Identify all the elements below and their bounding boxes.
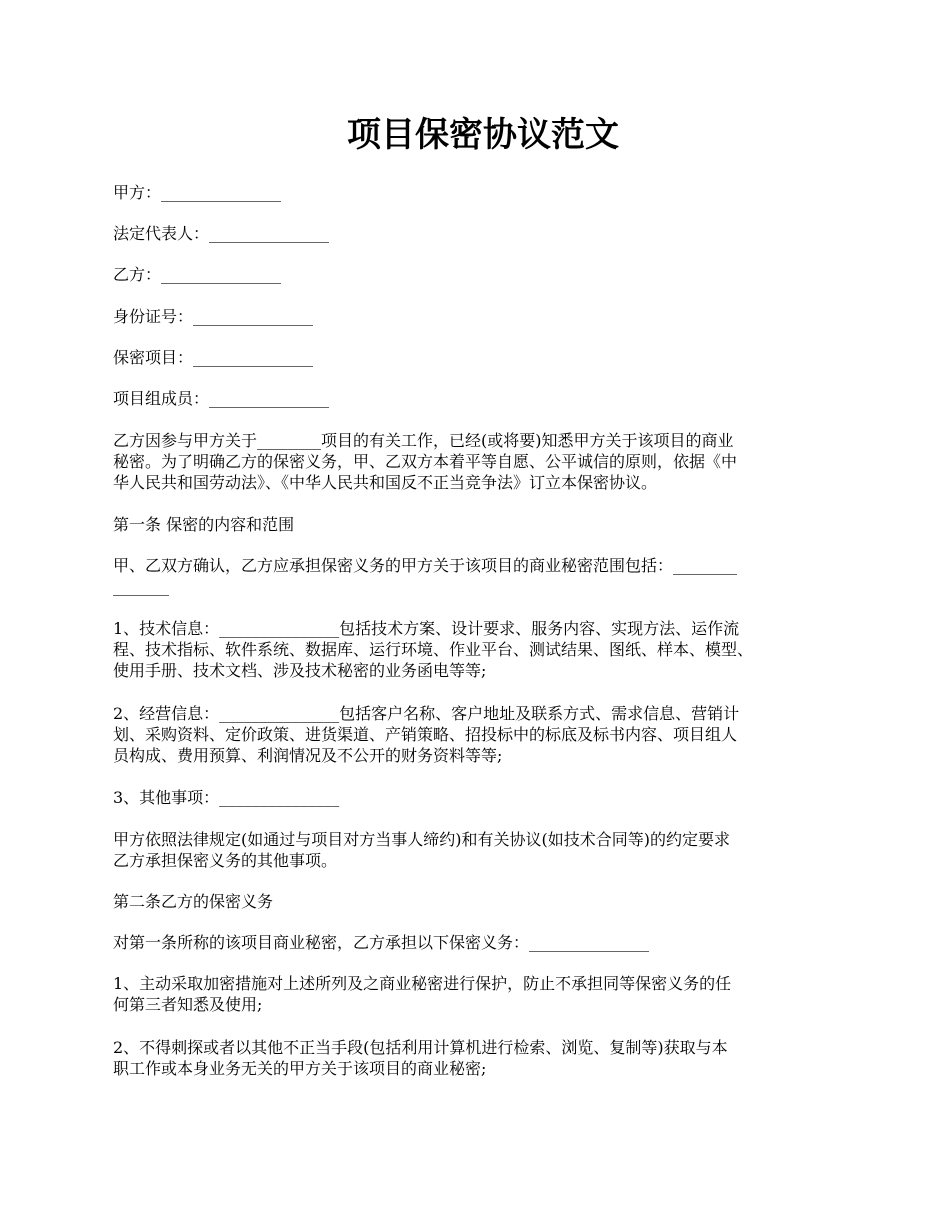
other-line: 乙方承担保密义务的其他事项。 xyxy=(113,851,338,870)
intro-paragraph xyxy=(113,430,853,493)
document-title: 项目保密协议范文 xyxy=(347,115,619,155)
intro-line: 华人民共和国劳动法》、《中华人民共和国反不正当竞争法》订立本保密协议。 xyxy=(113,473,658,492)
business-line: 划、采购资料、定价政策、进货渠道、产销策略、招投标中的标底及标书内容、项目组人 xyxy=(113,725,738,744)
duty1-line: 何第三者知悉及使用; xyxy=(113,995,263,1014)
other-matters-description xyxy=(113,829,853,871)
scope-line: 甲、乙双方确认，乙方应承担保密义务的甲方关于该项目的商业秘密范围包括：________ xyxy=(113,556,738,575)
duty2-line: 职工作或本身业务无关的甲方关于该项目的商业秘密; xyxy=(113,1059,487,1078)
article1-heading: 第一条 保密的内容和范围 xyxy=(113,515,295,534)
duty2-line: 2、不得刺探或者以其他不正当手段(包括利用计算机进行检索、浏览、复制等)获取与本 xyxy=(113,1038,728,1057)
field-party-b: 乙方：_______________ xyxy=(113,265,282,284)
field-legal-representative: 法定代表人：_______________ xyxy=(113,224,330,243)
field-project-members: 项目组成员：_______________ xyxy=(113,389,330,408)
intro-line: 秘密。为了明确乙方的保密义务，甲、乙双方本着平等自愿、公平诚信的原则，依据《中 xyxy=(113,452,738,471)
field-id-number: 身份证号：_______________ xyxy=(113,307,314,326)
tech-line: 1、技术信息：_______________包括技术方案、设计要求、服务内容、实现方法、运作流 xyxy=(113,619,740,638)
tech-line: 使用手册、技术文档、涉及技术秘密的业务函电等等; xyxy=(113,661,487,680)
duty1-line: 1、主动采取加密措施对上述所列及之商业秘密进行保护，防止不承担同等保密义务的任 xyxy=(113,974,732,993)
article1-scope-paragraph xyxy=(113,555,853,597)
field-party-a: 甲方：_______________ xyxy=(113,183,282,202)
article2-heading: 第二条乙方的保密义务 xyxy=(113,892,274,911)
field-confidential-project: 保密项目：_______________ xyxy=(113,348,314,367)
other-line: 甲方依照法律规定(如通过与项目对方当事人缔约)和有关协议(如技术合同等)的约定要求 xyxy=(113,830,730,849)
intro-line: 乙方因参与甲方关于________项目的有关工作，已经(或将要)知悉甲方关于该项目的商业 xyxy=(113,431,734,450)
item-other-matters: 3、其他事项：_______________ xyxy=(113,788,340,807)
article2-intro: 对第一条所称的该项目商业秘密，乙方承担以下保密义务：_______________ xyxy=(113,933,650,952)
business-line: 员构成、费用预算、利润情况及不公开的财务资料等等; xyxy=(113,746,503,765)
item-technical-info xyxy=(113,618,853,681)
item-business-info xyxy=(113,703,853,766)
scope-line: _______ xyxy=(113,577,169,596)
duty-item-2 xyxy=(113,1037,853,1079)
tech-line: 程、技术指标、软件系统、数据库、运行环境、作业平台、测试结果、图纸、样本、模型、 xyxy=(113,640,754,659)
business-line: 2、经营信息：_______________包括客户名称、客户地址及联系方式、需求信息、营销计 xyxy=(113,704,740,723)
duty-item-1 xyxy=(113,973,853,1015)
